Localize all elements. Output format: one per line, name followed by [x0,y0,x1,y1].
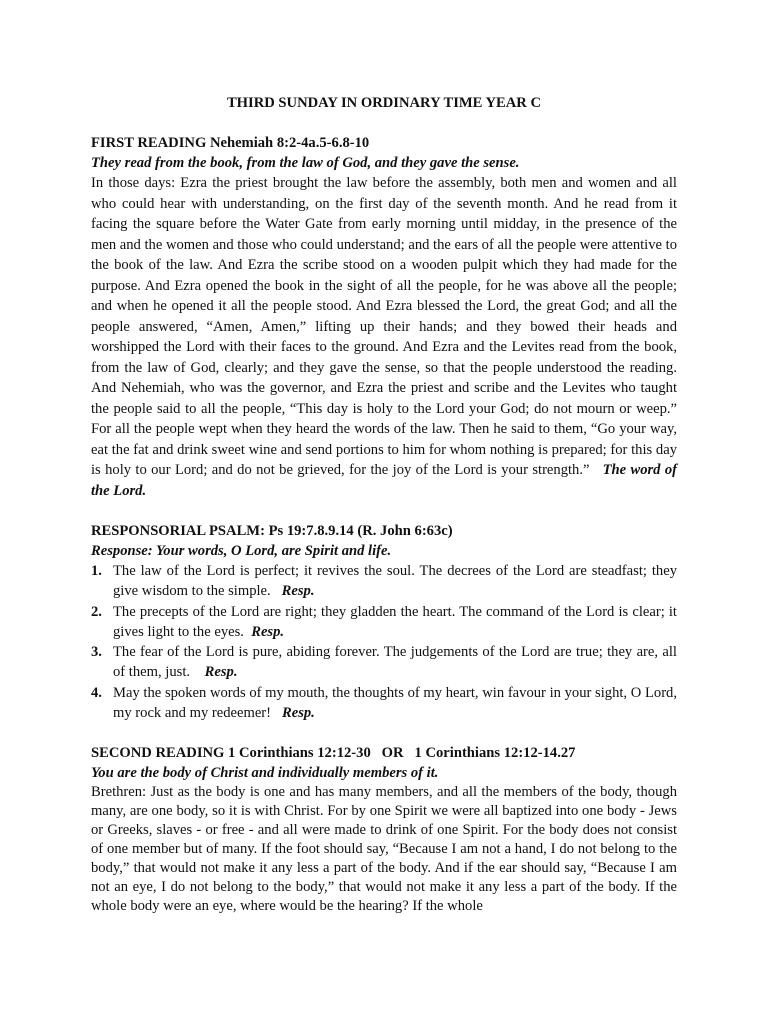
second-reading-heading: SECOND READING 1 Corinthians 12:12-30 OR 1 Corinthians 12:12-14.27 [91,745,576,762]
spacer [91,723,677,743]
verse-number: 4. [91,684,102,701]
first-reading-subtitle: They read from the book, from the law of God, and they gave the sense. [91,155,520,171]
first-reading [91,133,677,501]
verse-response: Resp. [281,583,315,600]
psalm-response: Response: Your words, O Lord, are Spirit and life. [91,543,392,559]
verse-response: Resp. [251,623,285,640]
verse-text: The precepts of the Lord are right; they gladden the heart. The command of the Lord is clear; it gives light to the eyes. [113,603,677,640]
spacer [91,113,677,133]
psalm-verse [91,602,677,643]
document-title: THIRD SUNDAY IN ORDINARY TIME YEAR C [226,95,542,111]
verse-number: 3. [91,644,102,661]
verse-text: The law of the Lord is perfect; it revives the soul. The decrees of the Lord are steadfast; they give wisdom to the simple. [113,563,677,600]
verse-response: Resp. [204,664,238,681]
responsorial-psalm [91,521,677,723]
verse-text: May the spoken words of my mouth, the thoughts of my heart, win favour in your sight, O Lord, my rock and my redeemer! [113,684,677,722]
second-reading-subtitle: You are the body of Christ and individually members of it. [91,765,439,782]
first-reading-closing: The word of the Lord. [91,462,677,499]
document-content [91,93,677,916]
psalm-verse [91,683,677,724]
verse-text: The fear of the Lord is pure, abiding forever. The judgements of the Lord are true; they are, all of them, just. [113,644,677,681]
verse-number: 1. [91,563,102,579]
first-reading-body: In those days: Ezra the priest brought the law before the assembly, both men and women and all who could hear with understanding, on the first day of the seventh month. And he read from it facing the square before the Water Gate from early morning until midday, in the presence of the men and the women and those who could understand; and the ears of all the people were attentive to the book of the law. And Ezra the scribe stood on a wooden pulpit which they had made for the purpose. And Ezra opened the book in the sight of all the people, for he was above all the people; and when he opened it all the people stood. And Ezra blessed the Lord, the great God; and all the people answered, “Amen, Amen,” lifting up their hands; and they bowed their heads and worshipped the Lord with their faces to the ground. And Ezra and the Levites read from the book, from the law of God, clearly; and they gave the sense, so that the people understood the reading. And Nehemiah, who was the governor, and Ezra the priest and scribe and the Levites who taught the people said to all the people, “This day is holy to the Lord your God; do not mourn or weep.” For all the people wept when they heard the words of the law. Then he said to them, “Go your way, eat the fat and drink sweet wine and send portions to him for whom nothing is prepared; for this day is holy to our Lord; and do not be grieved, for the joy of the Lord is your strength.” [91,175,677,478]
second-reading-text: Brethren: Just as the body is one and has many members, and all the members of the body, though many, are one body, so it is with Christ. For by one Spirit we were all baptized into one body - Jews or Greeks, slaves - or free - and all were made to drink of one Spirit. For the body does not consist of one member but of many. If the foot should say, “Because I am not a hand, I do not belong to the body,” that would not make it any less a part of the body. And if the ear should say, “Because I am not an eye, I do not belong to the body,” that would not make it any less a part of the body. If the whole body were an eye, where would be the hearing? If the whole [91,784,677,915]
first-reading-heading: FIRST READING Nehemiah 8:2-4a.5-6.8-10 [91,135,370,151]
psalm-heading: RESPONSORIAL PSALM: Ps 19:7.8.9.14 (R. John 6:63c) [91,523,453,539]
second-reading [91,743,677,916]
first-reading-text [91,173,677,501]
psalm-verse-list [91,561,677,723]
spacer [91,501,677,521]
psalm-verse [91,642,677,683]
verse-number: 2. [91,603,102,620]
psalm-verse [91,561,677,602]
verse-response: Resp. [281,705,315,722]
